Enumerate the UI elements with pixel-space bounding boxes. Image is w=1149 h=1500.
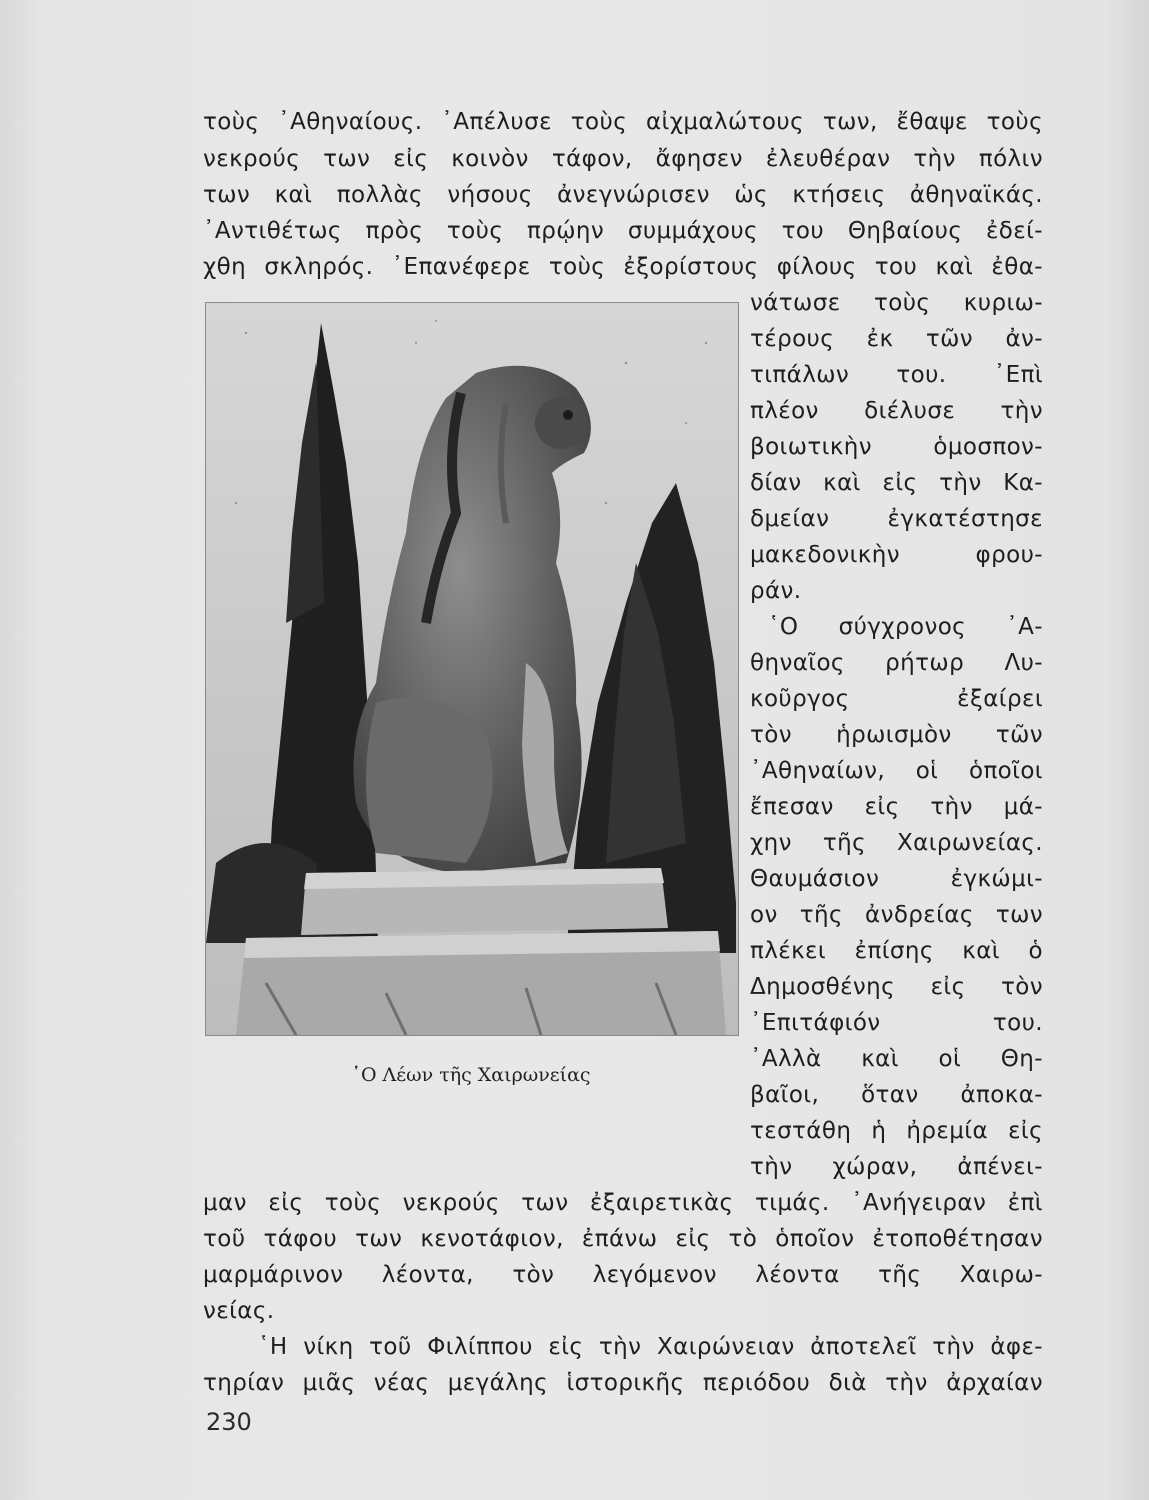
text-line: τοῦ τάφου των κενοτάφιον, ἐπάνω εἰς τὸ ὁποῖον ἐτοποθέτησαν xyxy=(203,1226,1043,1252)
column-line: νάτωσε τοὺς κυριω- xyxy=(750,290,1043,316)
column-line: πλέον διέλυσε τὴν xyxy=(750,398,1043,424)
lion-of-chaeronea-photo xyxy=(205,302,739,1036)
text-line: τοὺς ᾿Αθηναίους. ᾿Απέλυσε τοὺς αἰχμαλώτους των, ἔθαψε τοὺς xyxy=(203,109,1043,135)
column-line: τὴν χώραν, ἀπένει- xyxy=(750,1154,1043,1180)
column-line: Δημοσθένης εἰς τὸν xyxy=(750,974,1043,1000)
page-number: 230 xyxy=(206,1408,252,1436)
column-line: μακεδονικὴν φρου- xyxy=(750,542,1043,568)
text-line: ᾿Αντιθέτως πρὸς τοὺς πρῴην συμμάχους του Θηβαίους ἐδεί- xyxy=(203,218,1043,244)
column-line: χην τῆς Χαιρωνείας. xyxy=(750,830,1043,856)
column-line: ᾿Αθηναίων, οἱ ὁποῖοι xyxy=(750,758,1043,784)
column-line: ράν. xyxy=(750,578,802,604)
column-line: τιπάλων του. ᾿Επὶ xyxy=(750,362,1043,388)
text-line: μαν εἰς τοὺς νεκρούς των ἐξαιρετικὰς τιμάς. ᾿Ανήγειραν ἐπὶ xyxy=(203,1190,1043,1216)
text-line: νεκρούς των εἰς κοινὸν τάφον, ἄφησεν ἐλευθέραν τὴν πόλιν xyxy=(203,146,1043,172)
text-line: μαρμάρινον λέοντα, τὸν λεγόμενον λέοντα τῆς Χαιρω- xyxy=(203,1262,1043,1288)
column-line: ον τῆς ἀνδρείας των xyxy=(750,902,1043,928)
column-line: τέρους ἐκ τῶν ἀν- xyxy=(750,326,1043,352)
column-line: βοιωτικὴν ὁμοσπον- xyxy=(750,434,1043,460)
text-line: τηρίαν μιᾶς νέας μεγάλης ἱστορικῆς περιόδου διὰ τὴν ἀρχαίαν xyxy=(203,1370,1043,1396)
column-line: ᾿Επιτάφιόν του. xyxy=(750,1010,1043,1036)
column-line: τὸν ἡρωισμὸν τῶν xyxy=(750,722,1043,748)
column-line: δμείαν ἐγκατέστησε xyxy=(750,506,1043,532)
column-line: βαῖοι, ὅταν ἀποκα- xyxy=(750,1082,1043,1108)
column-line: τεστάθη ἡ ἠρεμία εἰς xyxy=(750,1118,1043,1144)
text-line: των καὶ πολλὰς νήσους ἀνεγνώρισεν ὡς κτήσεις ἀθηναϊκάς. xyxy=(203,182,1043,208)
column-line: πλέκει ἐπίσης καὶ ὁ xyxy=(750,938,1043,964)
column-line: κοῦργος ἐξαίρει xyxy=(750,686,1043,712)
column-line: θηναῖος ρήτωρ Λυ- xyxy=(750,650,1043,676)
column-line: ἔπεσαν εἰς τὴν μά- xyxy=(750,794,1043,820)
lion-statue-image xyxy=(206,303,738,1035)
column-line: δίαν καὶ εἰς τὴν Κα- xyxy=(750,470,1043,496)
column-line: Θαυμάσιον ἐγκώμι- xyxy=(750,866,1043,892)
figure-caption: ῾Ο Λέων τῆς Χαιρωνείας xyxy=(351,1064,591,1086)
text-line: νείας. xyxy=(203,1298,275,1324)
text-line: ῾Η νίκη τοῦ Φιλίππου εἰς τὴν Χαιρώνειαν ἀποτελεῖ τὴν ἀφε- xyxy=(258,1334,1043,1360)
text-line: χθη σκληρός. ᾿Επανέφερε τοὺς ἐξορίστους φίλους του καὶ ἐθα- xyxy=(203,254,1043,280)
column-line: ῾Ο σύγχρονος ᾿Α- xyxy=(768,614,1043,640)
column-line: ᾿Αλλὰ καὶ οἱ Θη- xyxy=(750,1046,1043,1072)
